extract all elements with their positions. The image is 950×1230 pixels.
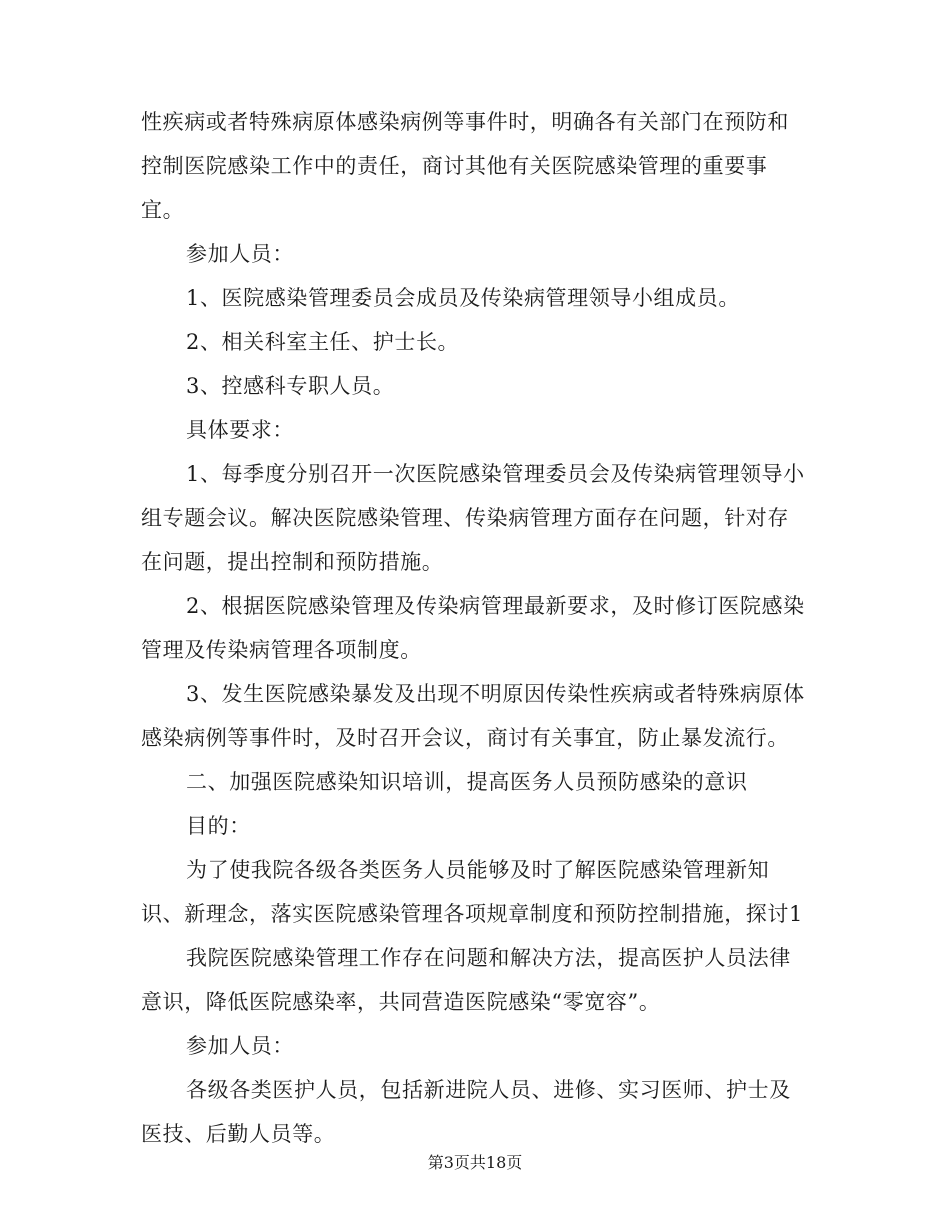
document-body [141,100,821,1156]
text-line: 二、加强医院感染知识培训，提高医务人员预防感染的意识 [186,770,748,794]
text-line: 控制医院感染工作中的责任，商讨其他有关医院感染管理的重要事 [141,154,768,178]
text-line: 在问题，提出控制和预防措施。 [141,550,444,574]
text-line: 参加人员： [186,242,294,266]
text-line: 我院医院感染管理工作存在问题和解决方法，提高医护人员法律 [186,946,791,970]
page-footer: 第3页共18页 [427,1153,523,1172]
text-line: 3、发生医院感染暴发及出现不明原因传染性疾病或者特殊病原体 [186,682,805,706]
text-line: 医技、后勤人员等。 [141,1122,336,1146]
text-line: 宜。 [141,198,185,222]
text-line: 3、控感科专职人员。 [186,374,395,398]
text-line: 识、新理念，落实医院感染管理各项规章制度和预防控制措施，探讨1 [141,902,803,926]
text-line: 管理及传染病管理各项制度。 [141,638,422,662]
text-line: 为了使我院各级各类医务人员能够及时了解医院感染管理新知 [186,858,770,882]
text-line: 各级各类医护人员，包括新进院人员、进修、实习医师、护士及 [186,1078,791,1102]
text-line: 2、相关科室主任、护士长。 [186,330,460,354]
text-line: 组专题会议。解决医院感染管理、传染病管理方面存在问题，针对存 [141,506,789,530]
text-line: 目的： [186,814,251,838]
text-line: 意识，降低医院感染率，共同营造医院感染“零宽容”。 [141,990,661,1014]
text-line: 2、根据医院感染管理及传染病管理最新要求，及时修订医院感染 [186,594,805,618]
text-line: 感染病例等事件时，及时召开会议，商讨有关事宜，防止暴发流行。 [141,726,789,750]
text-line: 具体要求： [186,418,294,442]
text-line: 1、医院感染管理委员会成员及传染病管理领导小组成员。 [186,286,740,310]
text-line: 1、每季度分别召开一次医院感染管理委员会及传染病管理领导小 [186,462,805,486]
text-line: 性疾病或者特殊病原体感染病例等事件时，明确各有关部门在预防和 [141,110,789,134]
text-line: 参加人员： [186,1034,294,1058]
